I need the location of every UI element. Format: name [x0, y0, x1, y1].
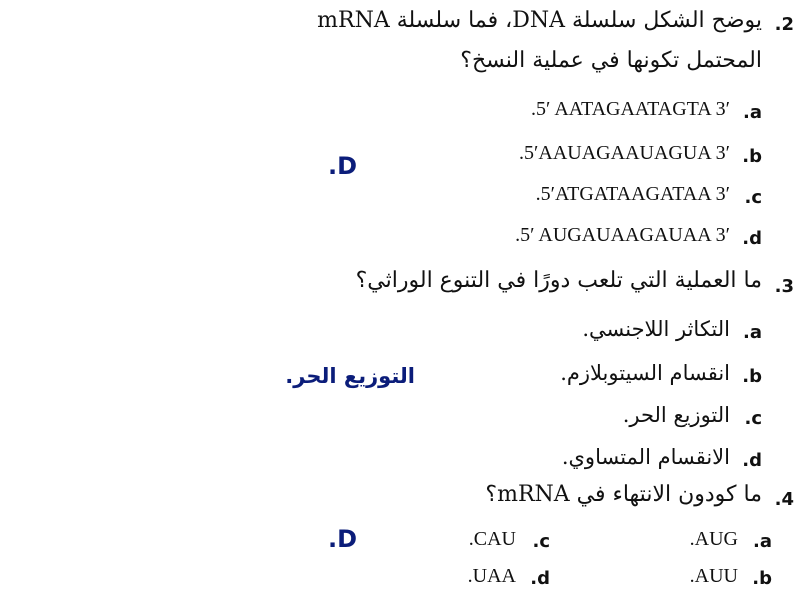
- q2-option-b-text: .5′AAUAGAAUAGUA 3′: [519, 142, 730, 164]
- q4-option-d-text: .UAA: [467, 565, 516, 587]
- q3-number: .3: [774, 276, 794, 297]
- q3-option-b-letter: .b: [742, 366, 762, 387]
- q3-answer: التوزيع الحر.: [285, 364, 415, 388]
- q2-option-a-text: .5′ AATAGAATAGTA 3′: [531, 98, 730, 120]
- q4-answer: .D: [328, 525, 358, 553]
- q3-option-a-text: التكاثر اللاجنسي.: [582, 317, 730, 341]
- q2-question-line1: يوضح الشكل سلسلة DNA، فما سلسلة mRNA: [317, 8, 762, 33]
- q3-option-d-text: الانقسام المتساوي.: [561, 445, 730, 469]
- q2-option-c-letter: .c: [744, 187, 762, 208]
- q2-option-d-text: .5′ AUGAUAAGAUAA 3′: [515, 224, 730, 246]
- q3-option-c-letter: .c: [744, 408, 762, 429]
- q4-number: .4: [774, 489, 794, 510]
- q2-option-b-letter: .b: [742, 146, 762, 167]
- q3-option-d-letter: .d: [742, 450, 762, 471]
- q3-option-b-text: انقسام السيتوبلازم.: [560, 361, 730, 385]
- q3-question: ما العملية التي تلعب دورًا في التنوع الوراثي؟: [355, 268, 762, 293]
- q2-option-c-text: .5′ATGATAAGATAA 3′: [535, 183, 730, 205]
- q4-option-b-letter: .b: [752, 568, 772, 589]
- q4-question: ما كودون الانتهاء في mRNA؟: [485, 482, 762, 507]
- q4-option-a-text: .AUG: [689, 528, 738, 550]
- q4-option-a-letter: .a: [753, 531, 772, 552]
- q2-number: .2: [774, 14, 794, 35]
- q2-answer: .D: [328, 152, 358, 180]
- q3-option-a-letter: .a: [743, 322, 762, 343]
- q4-option-c-text: .CAU: [468, 528, 516, 550]
- q4-option-b-text: .AUU: [689, 565, 738, 587]
- q3-option-c-text: التوزيع الحر.: [622, 403, 730, 427]
- q4-option-d-letter: .d: [530, 568, 550, 589]
- q4-option-c-letter: .c: [532, 531, 550, 552]
- q2-option-d-letter: .d: [742, 228, 762, 249]
- q2-question-line2: المحتمل تكونها في عملية النسخ؟: [460, 48, 762, 73]
- q2-option-a-letter: .a: [743, 102, 762, 123]
